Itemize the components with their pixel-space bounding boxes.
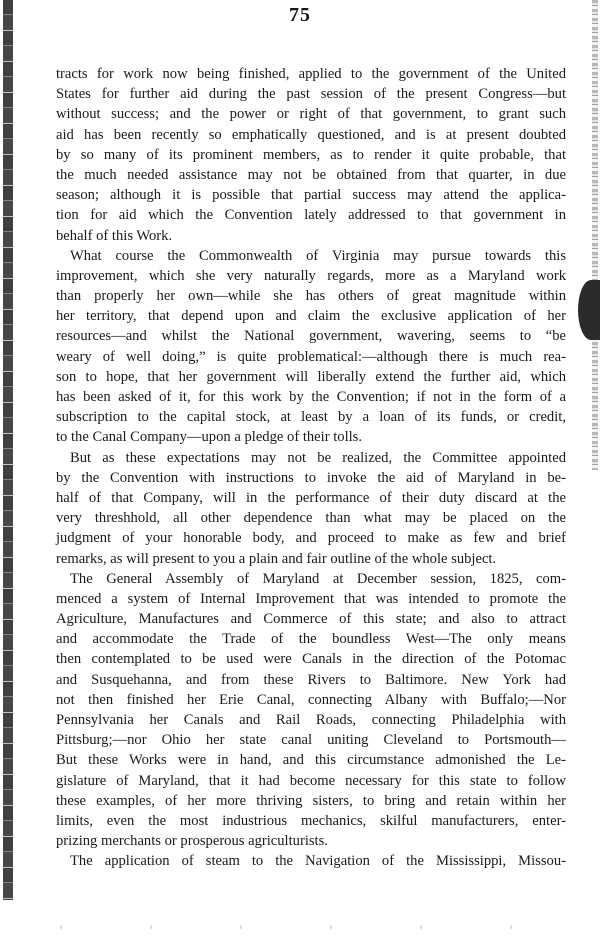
text-line: But as these expectations may not be realized, the Committee appointed	[70, 449, 566, 466]
page-bottom-noise	[0, 925, 600, 929]
text-line: remarks, as will present to you a plain and fair outline of the whole subject.	[56, 550, 497, 567]
text-line: behalf of this Work.	[56, 227, 173, 244]
text-line: menced a system of Internal Improvement that was intended to promote the	[56, 590, 566, 607]
right-binding-edge	[592, 0, 598, 470]
paragraph	[56, 64, 566, 246]
text-line: without success; and the power or right of that government, to grant such	[56, 106, 566, 123]
text-line: season; although it is possible that partial success may attend the applica-	[56, 187, 566, 204]
text-line: her territory, that depend upon and claim the exclusive application of her	[56, 308, 566, 325]
text-line: Pennsylvania her Canals and Rail Roads, connecting Philadelphia with	[56, 712, 566, 728]
text-line: than properly her own—while she has others of great magnitude within	[56, 288, 566, 305]
text-line: then contemplated to be used were Canals in the direction of the Potomac	[56, 651, 566, 668]
text-line: But these Works were in hand, and this circumstance admonished the Le-	[56, 752, 566, 769]
text-line: very threshhold, all other dependence than what may be placed on the	[56, 510, 566, 527]
text-line: has been asked of it, for this work by the Convention; if not in the form of a	[56, 389, 566, 405]
body-text	[56, 64, 566, 872]
text-line: and accommodate the Trade of the boundless West—The only means	[56, 631, 566, 648]
paragraph	[56, 448, 566, 569]
text-line: not then finished her Erie Canal, connecting Albany with Buffalo;—Nor	[56, 691, 566, 708]
left-binding-edge	[3, 0, 13, 900]
binding-blot	[578, 280, 600, 340]
page-number: 75	[289, 4, 311, 26]
text-line: the much needed assistance may not be obtained from that quarter, in due	[56, 166, 566, 183]
text-line: limits, even the most industrious mechanics, skilful manufacturers, enter-	[56, 812, 566, 829]
paragraph	[56, 569, 566, 852]
text-line: gislature of Maryland, that it had become necessary for this state to follow	[56, 772, 566, 789]
text-line: subscription to the capital stock, at least by a loan of its funds, or credit,	[56, 409, 566, 426]
text-line: judgment of your honorable body, and proceed to make as few and brief	[56, 530, 566, 547]
paragraph	[56, 246, 566, 448]
text-line: son to hope, that her government will liberally extend the further aid, which	[56, 368, 566, 385]
text-line: tracts for work now being finished, applied to the government of the United	[56, 66, 566, 82]
text-line: resources—and whilst the National government, wavering, seems to “be	[56, 328, 566, 345]
text-line: these examples, of her more thriving sisters, to bring and retain within her	[56, 792, 566, 809]
text-line: half of that Company, will in the performance of their duty discard at the	[56, 489, 566, 506]
text-line: The General Assembly of Maryland at December session, 1825, com-	[70, 570, 566, 587]
text-line: The application of steam to the Navigation of the Mississippi, Missou-	[70, 853, 566, 870]
text-line: to the Canal Company—upon a pledge of their tolls.	[56, 429, 363, 446]
text-line: What course the Commonwealth of Virginia may pursue towards this	[70, 247, 566, 264]
text-line: and Susquehanna, and from these Rivers to Baltimore. New York had	[56, 671, 566, 688]
text-line: States for further aid during the past session of the present Congress—but	[56, 86, 566, 103]
text-line: Agriculture, Manufactures and Commerce of this state; and also to attract	[56, 611, 566, 628]
text-line: aid has been recently so emphatically questioned, and is at present doubted	[56, 126, 566, 143]
text-line: prizing merchants or prosperous agriculturists.	[56, 833, 328, 850]
text-line: by the Convention with instructions to invoke the aid of Maryland in be-	[56, 469, 566, 486]
text-line: improvement, which she very naturally regards, more as a Maryland work	[56, 267, 566, 284]
text-line: Pittsburg;—nor Ohio her state canal uniting Cleveland to Portsmouth—	[56, 732, 566, 749]
text-line: tion for aid which the Convention lately addressed to that government in	[56, 207, 566, 224]
text-line: by so many of its prominent members, as to render it quite probable, that	[56, 146, 566, 163]
paragraph	[56, 851, 566, 871]
text-line: weary of well doing,” is quite problematical:—although there is much rea-	[56, 348, 566, 365]
